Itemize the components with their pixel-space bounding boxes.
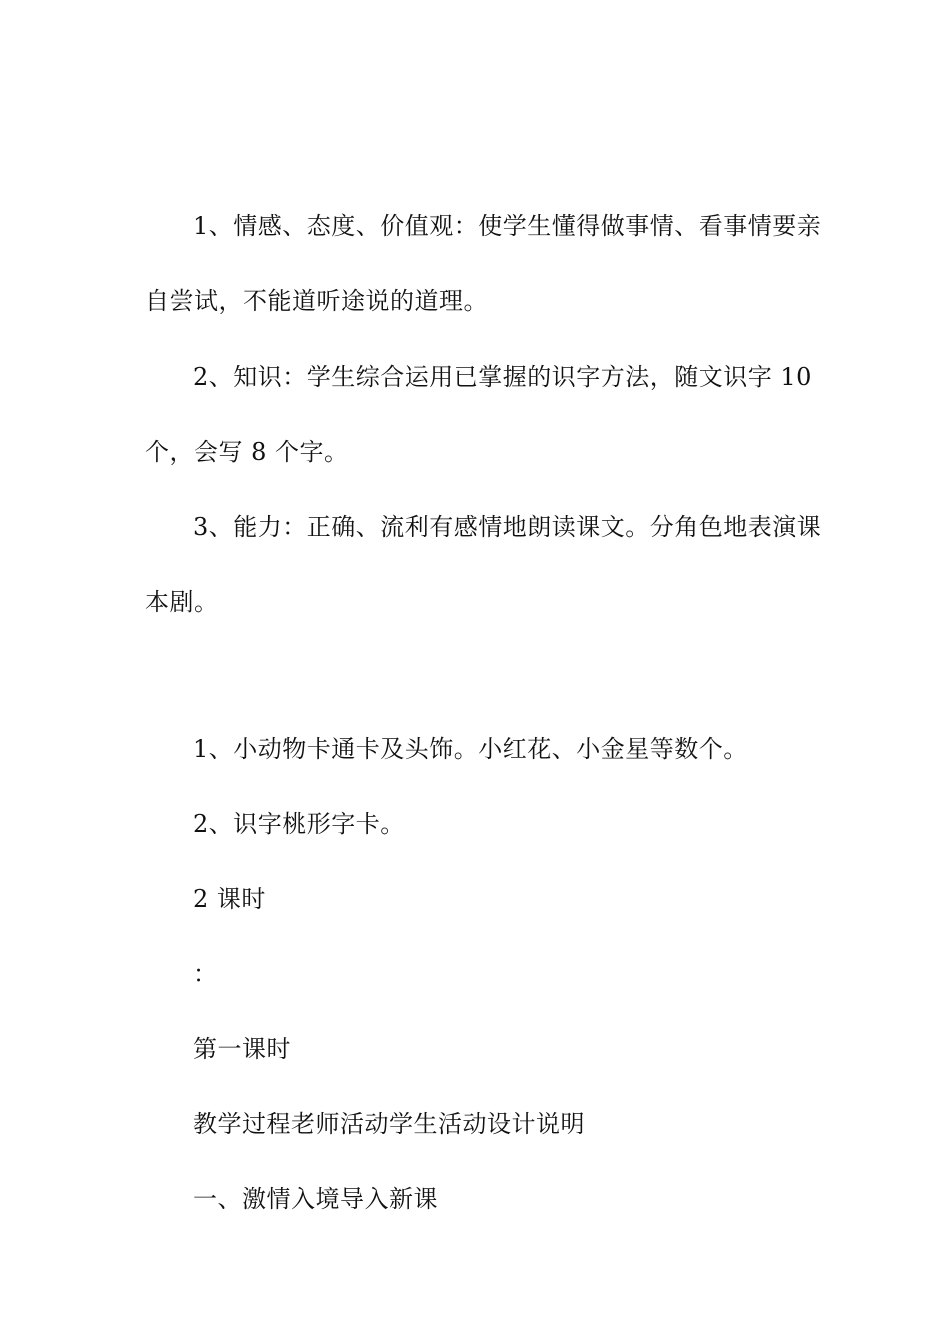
first-lesson-heading: 第一课时 <box>193 1035 291 1063</box>
objective-3-line-2: 本剧。 <box>145 588 219 616</box>
objective-2-line-2: 个，会写 8 个字。 <box>145 438 349 466</box>
section-one-heading: 一、激情入境导入新课 <box>193 1185 438 1213</box>
colon-line: ： <box>193 960 218 988</box>
objective-3-line-1: 3、能力：正确、流利有感情地朗读课文。分角色地表演课 <box>193 513 822 541</box>
objective-2-line-1: 2、知识：学生综合运用已掌握的识字方法，随文识字 10 <box>193 363 812 391</box>
lesson-count: 2 课时 <box>193 885 266 913</box>
table-header-line: 教学过程老师活动学生活动设计说明 <box>193 1110 585 1138</box>
objective-1-line-2: 自尝试，不能道听途说的道理。 <box>145 287 488 315</box>
objective-1-line-1: 1、情感、态度、价值观：使学生懂得做事情、看事情要亲 <box>193 212 822 240</box>
preparation-item-1: 1、小动物卡通卡及头饰。小红花、小金星等数个。 <box>193 735 748 763</box>
preparation-item-2: 2、识字桃形字卡。 <box>193 810 405 838</box>
